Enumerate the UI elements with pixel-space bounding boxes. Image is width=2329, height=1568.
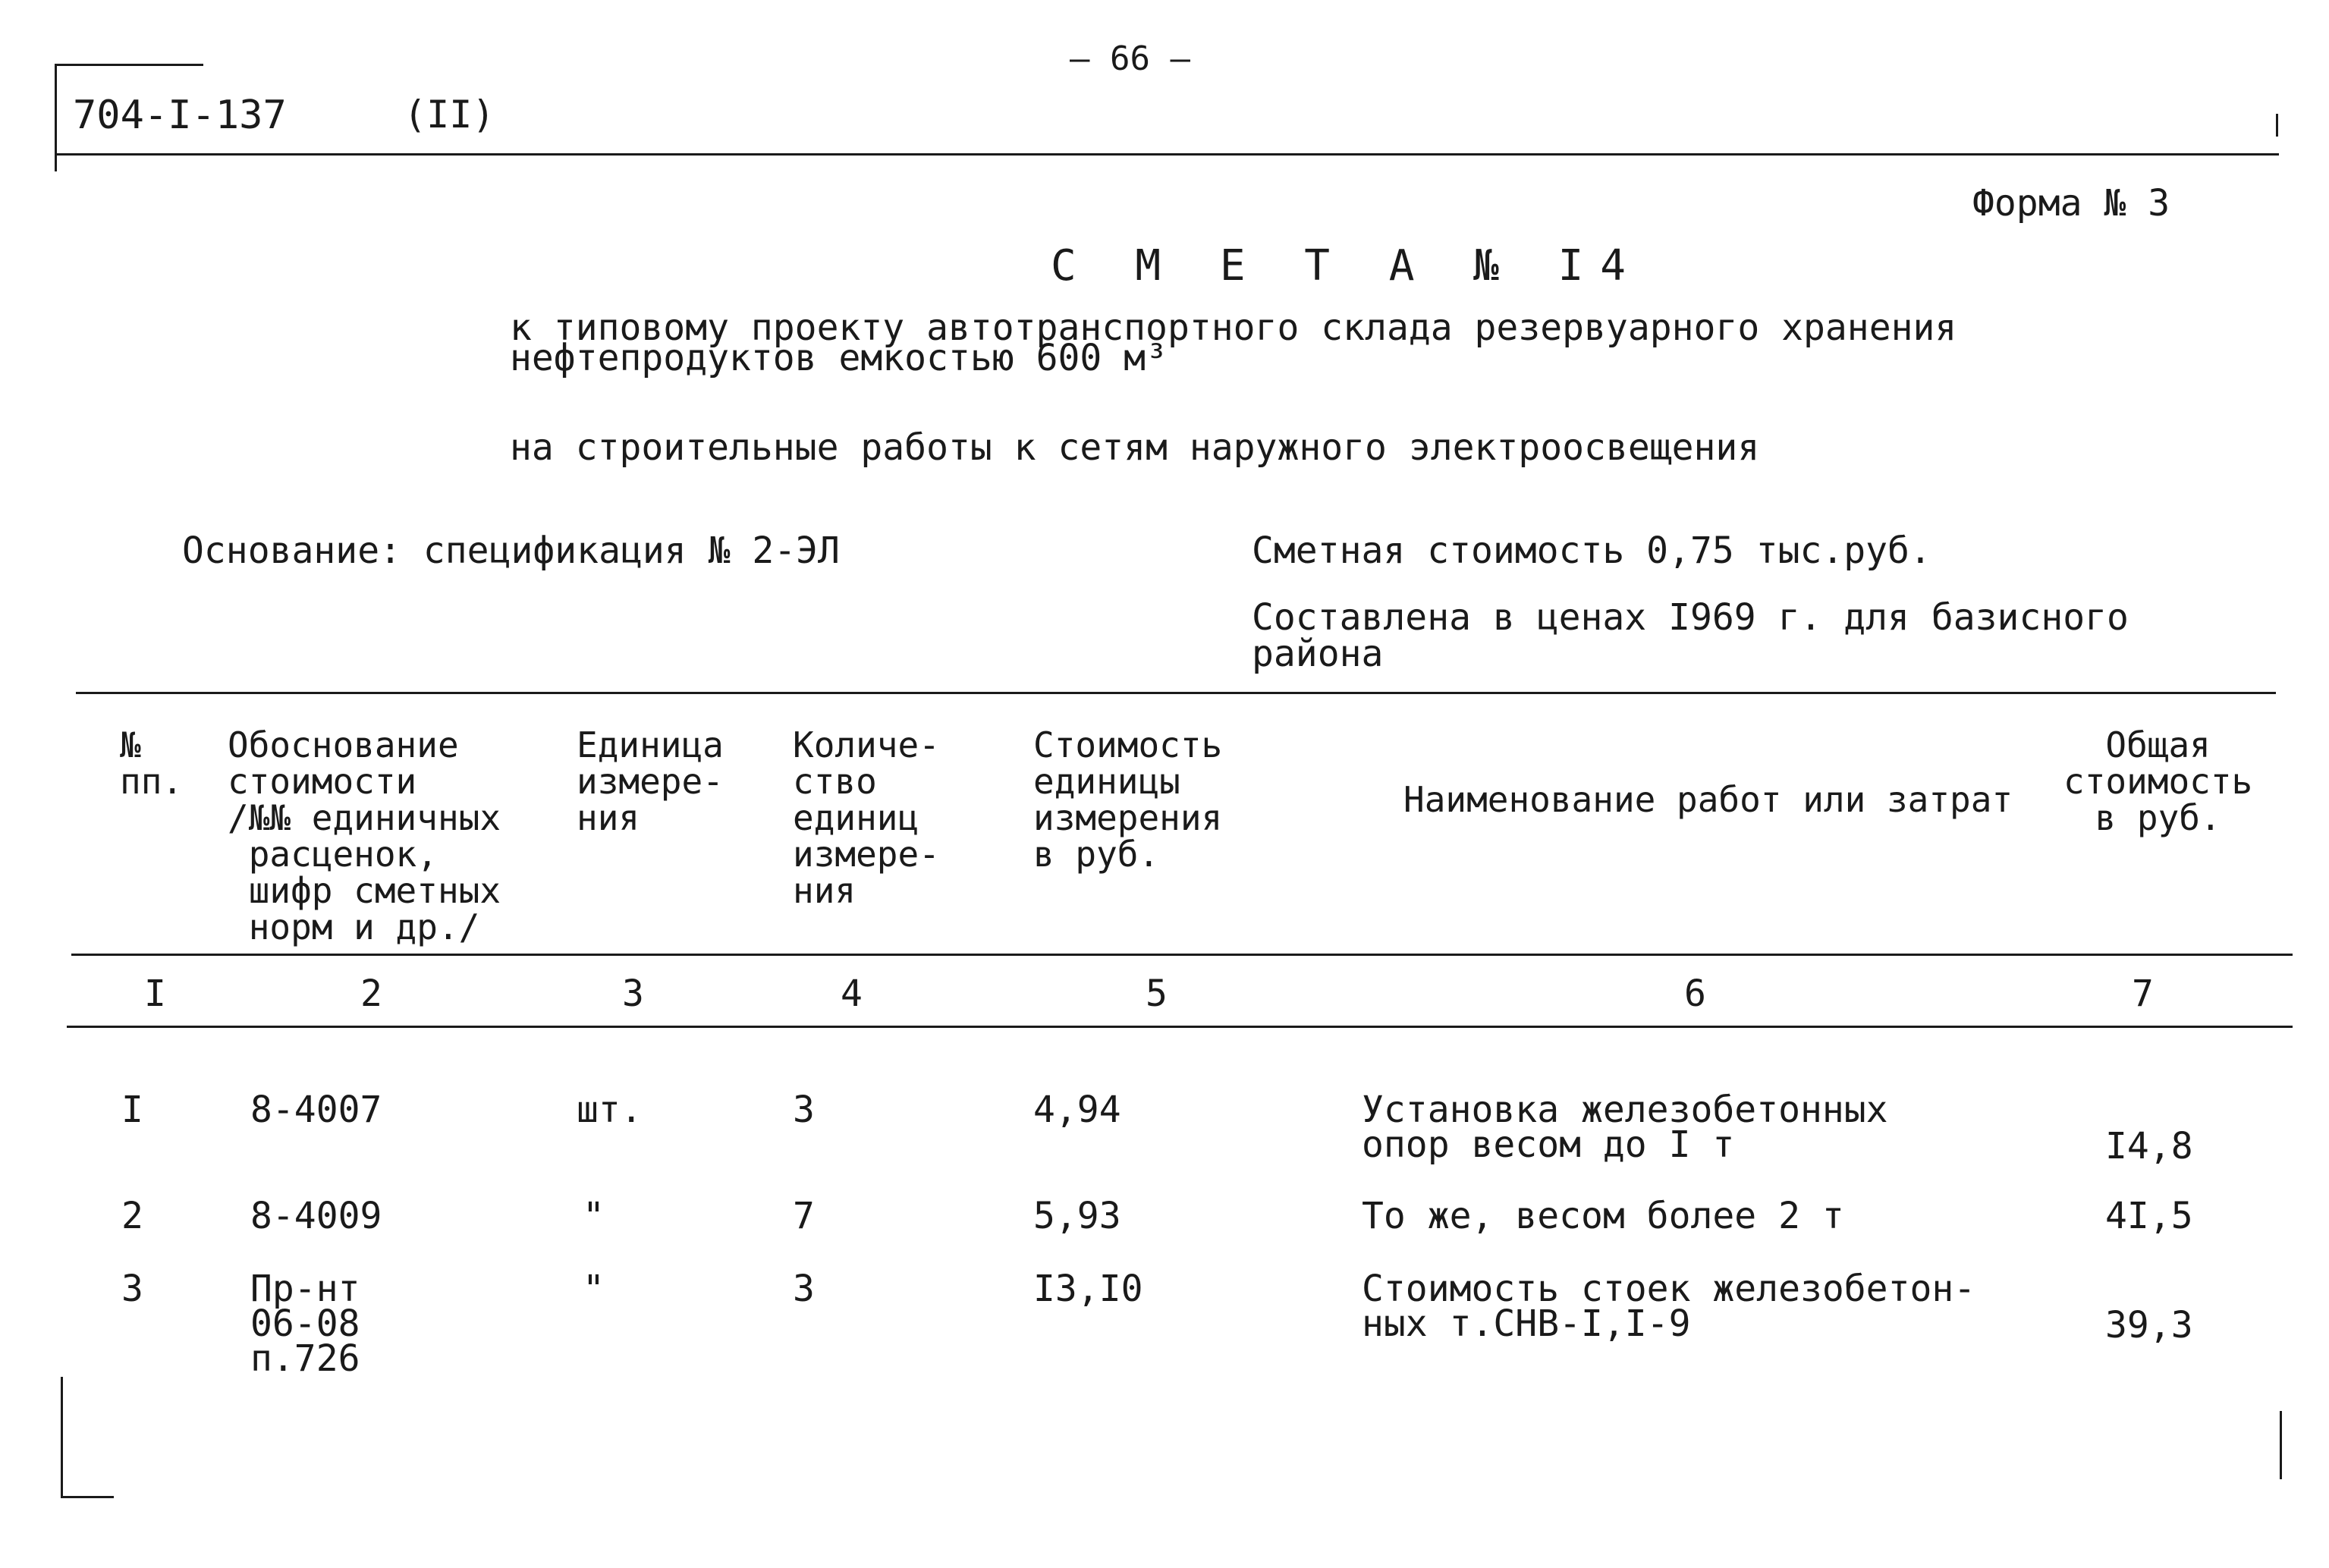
form-number: Форма № 3 — [1972, 182, 2170, 225]
estimate-subtitle: к типовому проекту автотранспортного склада резервуарного хранения нефтепродуктов емкостью 600 м³ — [510, 306, 1957, 379]
document-code: 704-I-137 — [73, 93, 287, 138]
row-quantity: 3 — [793, 1089, 815, 1131]
row-work-name: Стоимость стоек железобетон- ных т.СНВ-I,I-9 — [1362, 1268, 1976, 1345]
row-number: 2 — [121, 1195, 143, 1237]
column-number: 2 — [360, 973, 382, 1015]
row-number: 3 — [121, 1268, 143, 1310]
column-number: I — [144, 973, 166, 1015]
row-number: I — [121, 1089, 143, 1131]
row-total: I4,8 — [2105, 1125, 2193, 1167]
header-col-unit-cost: Стоимость единицы измерения в руб. — [1033, 724, 1223, 875]
stamp-frame-right — [2276, 114, 2278, 137]
row-work-name: То же, весом более 2 т — [1362, 1195, 1844, 1237]
row-unit: " — [583, 1268, 605, 1310]
column-number: 3 — [622, 973, 644, 1015]
corner-mark-right — [2280, 1411, 2282, 1479]
prices-note: Составлена в ценах I969 г. для базисного района — [1252, 596, 2129, 675]
row-unit: " — [583, 1195, 605, 1237]
row-basis: Пр-нт 06-08 п.726 — [250, 1268, 360, 1380]
row-unit-cost: 4,94 — [1033, 1089, 1121, 1131]
table-header-rule — [71, 954, 2293, 956]
header-col-unit: Единица измере- ния — [577, 724, 724, 838]
stamp-frame-bottom — [55, 153, 2279, 156]
document-part: (II) — [404, 93, 495, 137]
column-number: 7 — [2132, 973, 2154, 1015]
header-col-quantity: Количе- ство единиц измере- ния — [793, 724, 940, 911]
estimate-title: С М Е Т А № I4 — [1051, 241, 1643, 291]
row-quantity: 3 — [793, 1268, 815, 1310]
estimate-basis: Основание: спецификация № 2-ЭЛ — [182, 529, 840, 572]
row-unit-cost: 5,93 — [1033, 1195, 1121, 1237]
row-work-name: Установка железобетонных опор весом до I т — [1362, 1089, 1888, 1166]
row-basis: 8-4009 — [250, 1195, 382, 1237]
header-col-basis: Обоснование стоимости /№№ единичных расценок, шифр сметных норм и др./ — [228, 724, 501, 947]
row-basis: 8-4007 — [250, 1089, 382, 1131]
column-number: 5 — [1146, 973, 1168, 1015]
table-colnum-rule — [67, 1026, 2293, 1028]
row-unit-cost: I3,I0 — [1033, 1268, 1143, 1310]
row-quantity: 7 — [793, 1195, 815, 1237]
header-col-work-name: Наименование работ или затрат — [1403, 779, 2013, 820]
estimate-scope: на строительные работы к сетям наружного электроосвещения — [510, 426, 1760, 469]
page-number: — 66 — — [1070, 39, 1190, 78]
table-top-rule — [76, 692, 2276, 694]
column-number: 6 — [1684, 973, 1706, 1015]
stamp-frame-top — [55, 64, 203, 66]
row-unit: шт. — [577, 1089, 643, 1131]
estimated-cost: Сметная стоимость 0,75 тыс.руб. — [1252, 529, 1931, 572]
corner-mark-bottom — [61, 1496, 114, 1498]
corner-mark-left — [61, 1377, 63, 1498]
header-col-number: № пп. — [120, 724, 184, 802]
row-total: 4I,5 — [2105, 1195, 2193, 1237]
row-total: 39,3 — [2105, 1304, 2193, 1346]
column-number: 4 — [841, 973, 863, 1015]
header-col-total: Общая стоимость в руб. — [2063, 724, 2253, 838]
